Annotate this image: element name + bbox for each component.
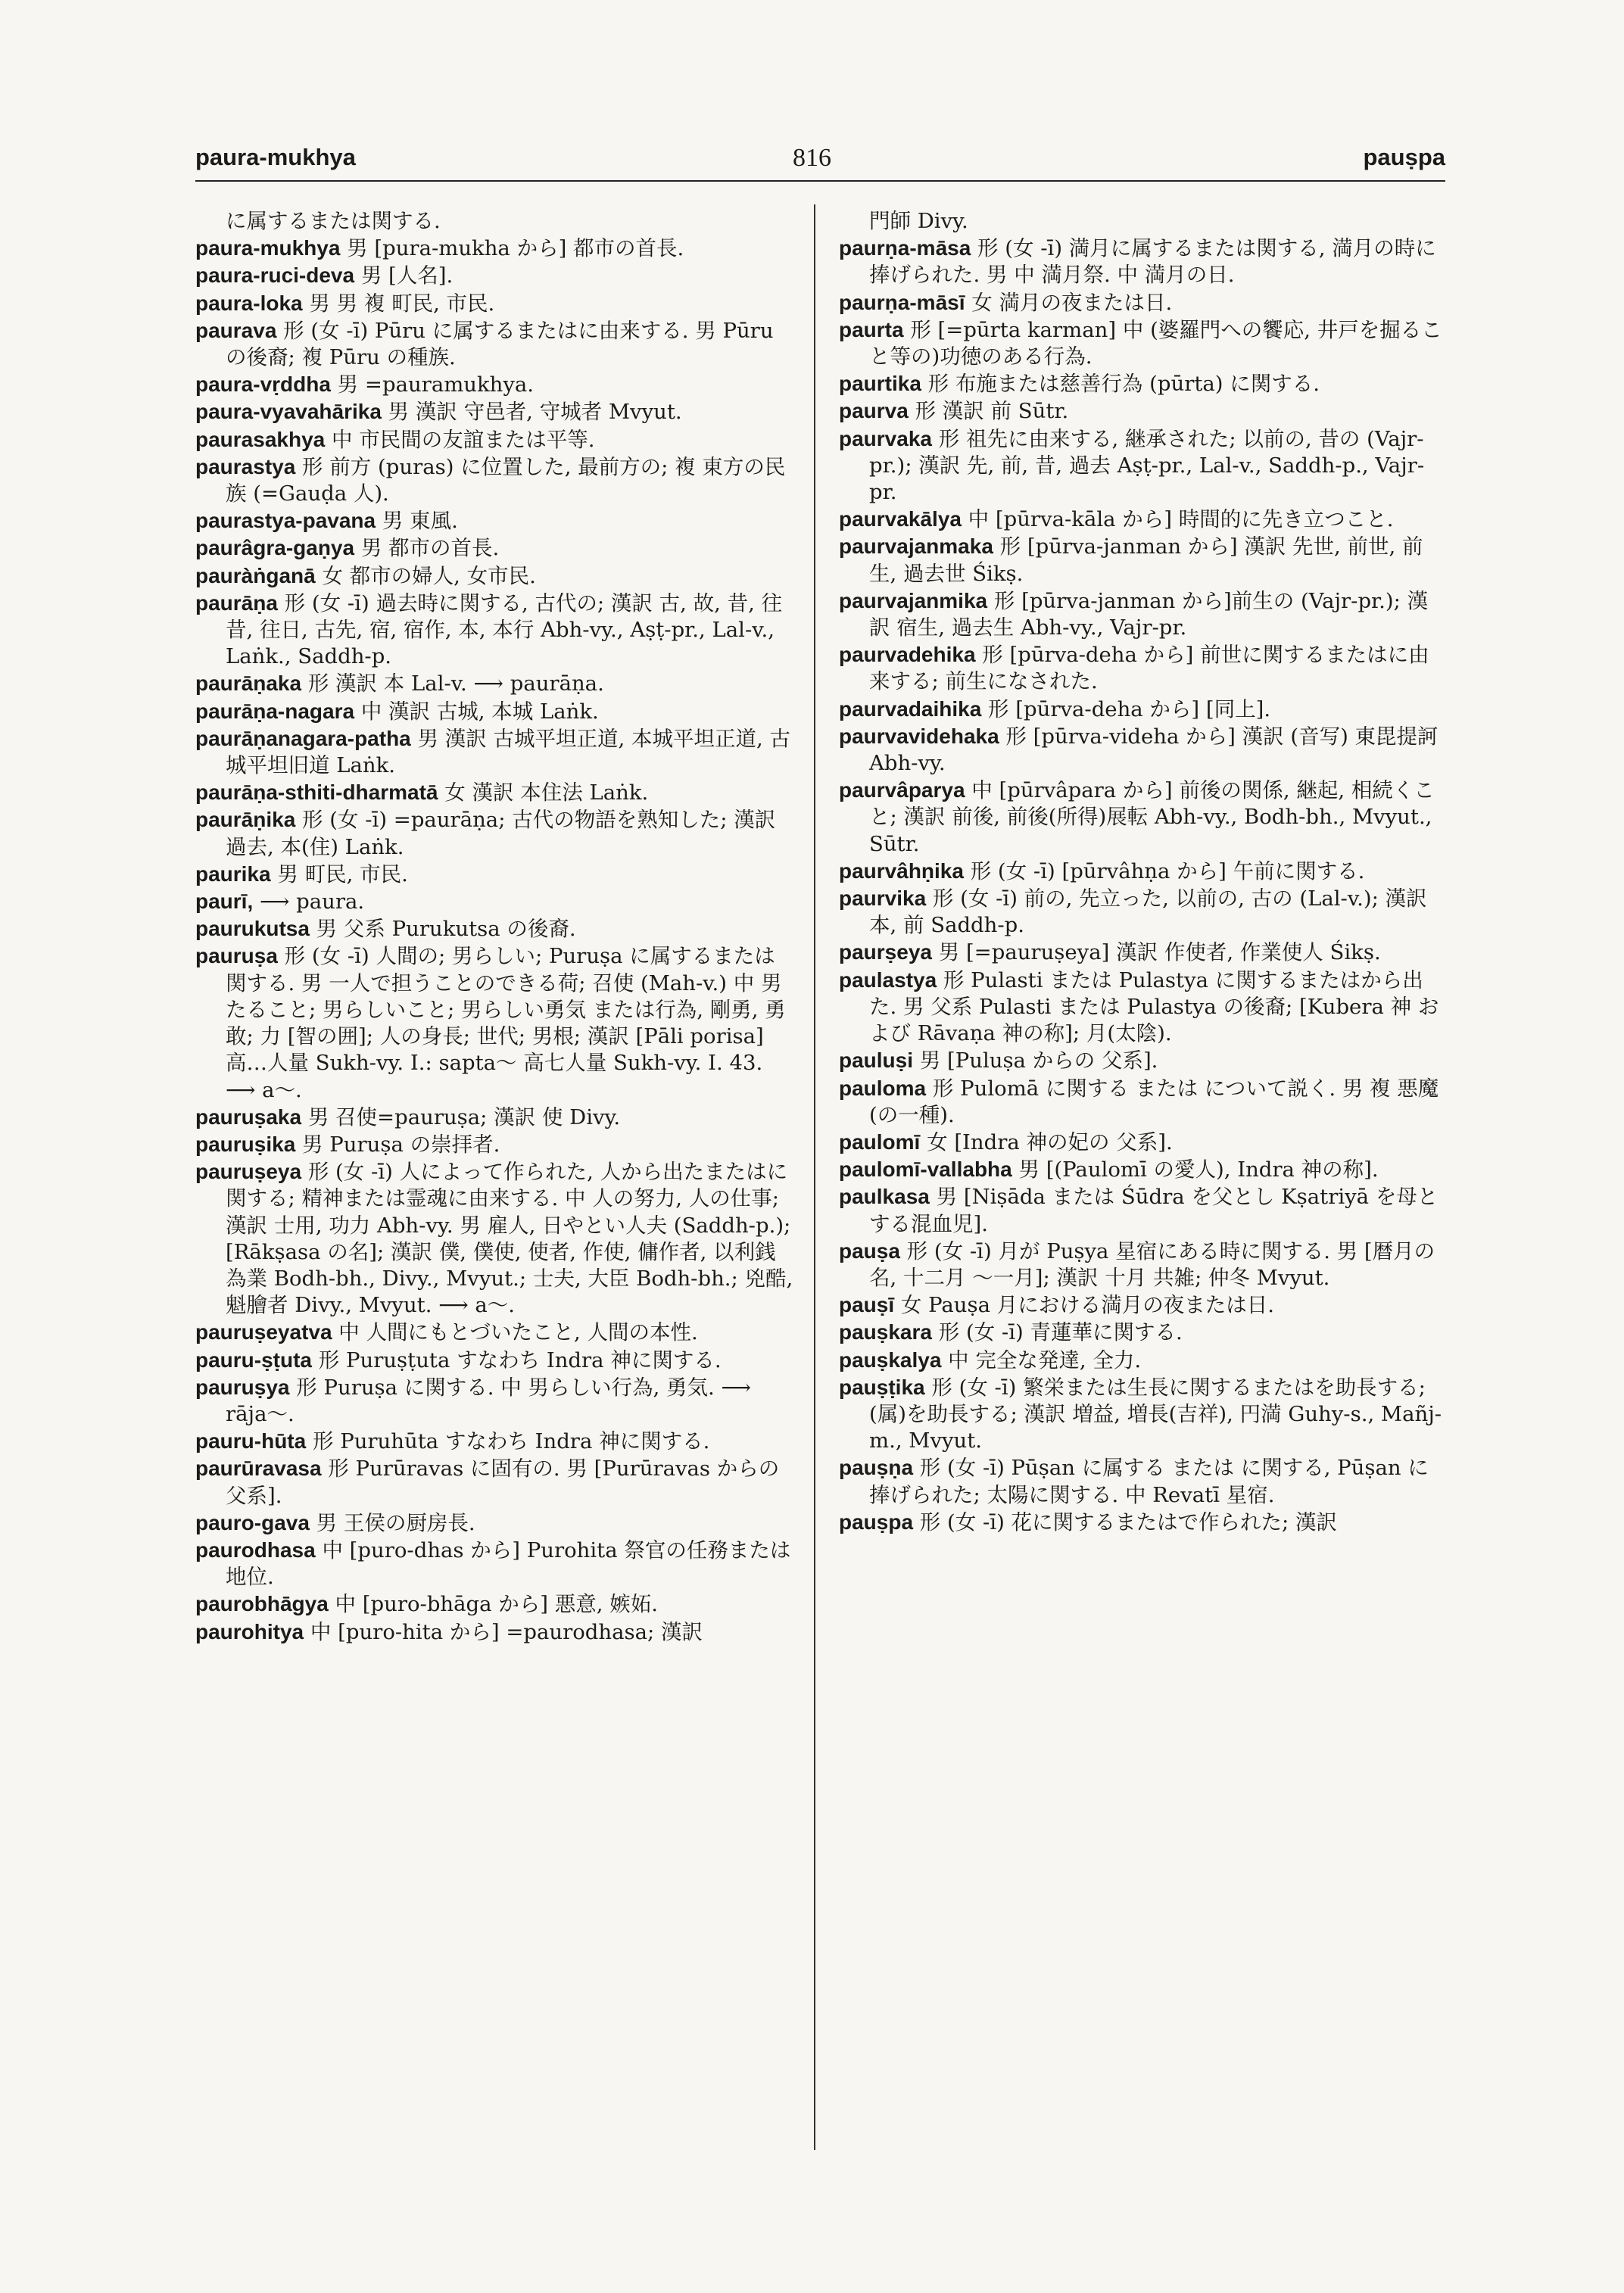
entry-definition: 男 [人名]. <box>354 263 454 288</box>
entry-definition: 形 [pūrva-deha から] [同上]. <box>981 696 1271 721</box>
entry-definition: 形 (女 -ī) 満月に属するまたは関する, 満月の時に捧げられた. 男 中 満月祭. 中 満月の日. <box>869 236 1436 288</box>
entry-headword: paura-vṛddha <box>195 372 331 397</box>
entry-headword: pauruṣya <box>195 1375 290 1399</box>
dictionary-entry <box>839 1156 1445 1183</box>
dictionary-entry <box>839 235 1445 288</box>
entry-headword: paurvaka <box>839 426 932 450</box>
entry-headword: pauṣkara <box>839 1320 932 1344</box>
entry-headword: pauro-gava <box>195 1510 310 1534</box>
entry-headword: paurvâhṇika <box>839 858 964 883</box>
column-divider <box>814 204 815 2150</box>
dictionary-entry <box>195 1537 793 1590</box>
entry-headword: paurvajanmaka <box>839 534 993 559</box>
dictionary-entry <box>195 590 793 671</box>
entry-definition: 形 (女 -ī) Pūru に属するまたはに由来する. 男 Pūru の後裔; 複 Pūru の種族. <box>226 318 774 370</box>
entry-definition: 男 王侯の厨房長. <box>309 1510 475 1535</box>
entry-definition: 中 市民間の友誼または平等. <box>325 427 595 452</box>
entry-definition: 形 Purūravas に固有の. 男 [Purūravas からの 父系]. <box>226 1456 780 1508</box>
entry-definition: 中 [puro-hita から] =paurodhasa; 漢訳 <box>304 1619 703 1644</box>
dictionary-entry <box>839 885 1445 939</box>
entry-definition: 形 (女 -ī) 人間の; 男らしい; Puruṣa に属するまたは関する. 男 一人で担うことのできる荷; 召使 (Mah-v.) 中 男たること; 男らしいこと; 男らしい勇気 または行為, 剛勇, 勇敢; 力 [智の囲]; 人の身長; 世代; 男根; 漢訳 [Pāli porisa] 高…人量 Sukh-vy. I.: sapta～ 高七人量 Sukh-vy. I. 43. ⟶ a～. <box>226 944 786 1102</box>
right-column <box>839 208 1445 1536</box>
entry-definition: 男 召使=pauruṣa; 漢訳 使 Divy. <box>301 1104 621 1129</box>
dictionary-entry <box>195 1347 793 1374</box>
entry-headword: paurṇa-māsa <box>839 236 971 260</box>
entry-definition: 形 Pulasti または Pulastya に関するまたはから出た. 男 父系 Pulasti または Pulastya の後裔; [Kubera 神 および Rāvaṇa 神の称]; 月(太陰). <box>869 967 1439 1046</box>
entry-headword: paura-ruci-deva <box>195 263 355 288</box>
entry-definition: 中 [pūrvâpara から] 前後の関係, 継起, 相続くこと; 漢訳 前後, 前後(所得)展転 Abh-vy., Bodh-bh., Mvyut., Sūtr. <box>869 778 1435 856</box>
entry-headword: paurāṇa-nagara <box>195 699 355 723</box>
entry-headword: paulomī-vallabha <box>839 1157 1012 1182</box>
dictionary-entry <box>839 1047 1445 1074</box>
entry-headword: paurāṇanagara-patha <box>195 726 411 750</box>
entry-definition: 中 [puro-dhas から] Purohita 祭官の任務または地位. <box>226 1537 791 1590</box>
dictionary-entry <box>839 587 1445 641</box>
dictionary-entry <box>839 397 1445 425</box>
entry-definition: 中 完全な発達, 全力. <box>941 1347 1142 1372</box>
entry-definition: 形 布施または慈善行為 (pūrta) に関する. <box>921 372 1320 397</box>
page-number: 816 <box>793 144 831 172</box>
dictionary-entry <box>839 641 1445 695</box>
entry-definition: 男 [(Paulomī の愛人), Indra 神の称]. <box>1011 1157 1379 1182</box>
entry-definition: に属するまたは関する. <box>226 209 441 233</box>
entry-definition: 形 (女 -ī) 過去時に関する, 古代の; 漢訳 古, 故, 昔, 往昔, 往日, 古先, 宿, 宿作, 本, 本行 Abh-vy., Aṣṭ-pr., Lal-v., Laṅk., Saddh-p. <box>226 590 783 669</box>
entry-definition: 形 (女 -ī) 繁栄または生長に関するまたはを助長する; (属)を助長する; 漢訳 増益, 増長(吉祥), 円満 Guhy-s., Mañj-m., Mvyut. <box>869 1375 1442 1453</box>
entry-headword: paurūravasa <box>195 1456 322 1481</box>
entry-definition: 中 [pūrva-kāla から] 時間的に先き立つこと. <box>961 507 1394 532</box>
dictionary-entry <box>195 290 793 317</box>
entry-headword: paura-mukhya <box>195 236 341 260</box>
entry-headword: paurāṇa <box>195 590 278 615</box>
entry-definition: 形 [pūrva-janman から]前生の (Vajr-pr.); 漢訳 宿生, 過去生 Abh-vy., Vajr-pr. <box>869 588 1429 640</box>
entry-headword: paurvadaihika <box>839 696 982 721</box>
entry-headword: pauṣpa <box>839 1509 914 1534</box>
entry-definition: 形 漢訳 本 Lal-v. ⟶ paurāṇa. <box>301 671 604 696</box>
entry-headword: paurāṇika <box>195 808 296 832</box>
dictionary-entry <box>195 534 793 562</box>
dictionary-entry <box>195 1131 793 1158</box>
dictionary-entry <box>195 1455 793 1509</box>
entry-headword: paurvavidehaka <box>839 724 999 748</box>
dictionary-entry <box>839 1075 1445 1129</box>
dictionary-entry <box>195 888 793 915</box>
entry-headword: paurika <box>195 861 271 886</box>
dictionary-entry <box>839 316 1445 370</box>
entry-definition: 女 Pauṣa 月における満月の夜または日. <box>894 1293 1274 1318</box>
entry-definition: 形 (女 -ī) [pūrvâhṇa から] 午前に関する. <box>963 858 1365 883</box>
entry-definition: 女 満月の夜または日. <box>965 290 1173 315</box>
entry-definition: 形 (女 -ī) 青蓮華に関する. <box>931 1320 1183 1345</box>
entry-headword: paulomī <box>839 1129 921 1154</box>
entry-headword: paulastya <box>839 967 937 992</box>
dictionary-entry <box>839 1291 1445 1319</box>
dictionary-entry <box>839 967 1445 1048</box>
entry-definition: ⟶ paura. <box>253 889 365 914</box>
entry-definition: 女 都市の婦人, 女市民. <box>315 563 536 588</box>
dictionary-entry <box>195 1590 793 1618</box>
entry-headword: paurtika <box>839 372 921 396</box>
dictionary-entry <box>839 1374 1445 1455</box>
entry-headword: paurvakālya <box>839 507 962 531</box>
dictionary-entry <box>839 1347 1445 1374</box>
entry-headword: paurāṇaka <box>195 671 302 696</box>
entry-definition: 形 Pulomā に関する または について説く. 男 複 悪魔(の一種). <box>869 1076 1439 1127</box>
entry-definition: 男 [pura-mukha から] 都市の首長. <box>340 236 684 261</box>
entry-headword: pauruṣa <box>195 944 278 968</box>
dictionary-entry <box>839 1319 1445 1346</box>
dictionary-entry <box>195 1104 793 1131</box>
dictionary-entry <box>195 915 793 942</box>
entry-headword: pauruṣeyatva <box>195 1320 332 1344</box>
dictionary-entry <box>195 725 793 779</box>
entry-headword: pauloma <box>839 1076 927 1100</box>
entry-definition: 中 漢訳 古城, 本城 Laṅk. <box>354 699 599 724</box>
entry-headword: pauruṣaka <box>195 1104 302 1129</box>
entry-headword: pauru-ṣṭuta <box>195 1347 312 1372</box>
dictionary-entry <box>195 507 793 534</box>
entry-headword: paurukutsa <box>195 917 310 941</box>
dictionary-entry <box>839 777 1445 858</box>
dictionary-entry <box>839 1509 1445 1536</box>
entry-headword: paurī, <box>195 889 254 914</box>
entry-definition: 形 Puruṣa に関する. 中 男らしい行為, 勇気. ⟶ rāja～. <box>226 1375 751 1426</box>
dictionary-entry <box>839 1454 1445 1508</box>
entry-headword: paura-vyavahārika <box>195 400 382 424</box>
entry-headword: pauṣṭika <box>839 1375 925 1399</box>
dictionary-entry <box>195 698 793 725</box>
entry-definition: 形 漢訳 前 Sūtr. <box>908 399 1069 424</box>
entry-definition: 形 [=pūrta karman] 中 (婆羅門への饗応, 井戸を掘ること等の)功徳のある行為. <box>869 317 1442 369</box>
entry-headword: paurṣeya <box>839 940 932 964</box>
dictionary-entry <box>839 1183 1445 1237</box>
entry-definition: 形 (女 -ī) 前の, 先立った, 以前の, 古の (Lal-v.); 漢訳 本, 前 Saddh-p. <box>869 886 1427 938</box>
header-rule <box>195 180 1445 182</box>
dictionary-entry <box>839 533 1445 587</box>
dictionary-entry <box>195 1374 793 1428</box>
entry-definition: 男 都市の首長. <box>354 536 500 561</box>
dictionary-entry <box>195 426 793 453</box>
dictionary-entry <box>195 371 793 398</box>
running-head-right: pauṣpa <box>1363 144 1445 170</box>
entry-headword: pauràṅganā <box>195 563 316 587</box>
dictionary-entry <box>839 208 1445 235</box>
entry-definition: 男 漢訳 守邑者, 守城者 Mvyut. <box>381 400 682 425</box>
dictionary-entry <box>839 1238 1445 1291</box>
entry-definition: 男 [Puluṣa からの 父系]. <box>913 1048 1158 1073</box>
entry-definition: 女 [Indra 神の妃の 父系]. <box>920 1129 1173 1154</box>
entry-definition: 形 (女 -ī) 人によって作られた, 人から出たまたはに関する; 精神または霊魂に由来する. 中 人の努力, 人の仕事; 漢訳 士用, 功力 Abh-vy. 男 雇人, 日やとい人夫 (Saddh-p.); [Rākṣasa の名]; 漢訳 僕, 僕使, 使者, 作使, 傭作者, 以利銭為業 Bodh-bh., Divy., Mvyut.; 士夫, 大臣 Bodh-bh.; 兇酷, 魁膾者 Divy., Mvyut. ⟶ a～. <box>226 1160 793 1318</box>
dictionary-entry <box>195 453 793 507</box>
dictionary-entry <box>195 779 793 806</box>
entry-headword: pauṣa <box>839 1238 900 1263</box>
entry-headword: paulkasa <box>839 1185 930 1209</box>
dictionary-entry <box>195 942 793 1103</box>
entry-headword: paurava <box>195 318 277 342</box>
entry-definition: 形 (女 -ī) 花に関するまたはで作られた; 漢訳 <box>913 1509 1338 1534</box>
entry-definition: 形 [pūrva-videha から] 漢訳 (音写) 東毘提訶 Abh-vy. <box>869 724 1439 776</box>
entry-definition: 男 Puruṣa の崇拝者. <box>295 1132 500 1157</box>
entry-headword: pauruṣika <box>195 1132 296 1156</box>
entry-definition: 形 (女 -ī) =paurāṇa; 古代の物語を熟知した; 漢訳 過去, 本(住) Laṅk. <box>226 808 776 859</box>
entry-headword: paurodhasa <box>195 1537 316 1562</box>
entry-definition: 形 Puruṣṭuta すなわち Indra 神に関する. <box>312 1347 722 1372</box>
dictionary-entry <box>195 562 793 590</box>
entry-headword: paurva <box>839 399 909 423</box>
entry-headword: paurastya <box>195 454 296 478</box>
entry-headword: paurastya-pavana <box>195 509 376 533</box>
entry-headword: paurvajanmika <box>839 588 988 612</box>
entry-headword: pauluṣi <box>839 1048 914 1073</box>
dictionary-entry <box>839 289 1445 316</box>
dictionary-entry <box>839 506 1445 533</box>
entry-definition: 男 男 複 町民, 市民. <box>302 291 495 316</box>
dictionary-entry <box>195 317 793 371</box>
dictionary-entry <box>839 723 1445 777</box>
dictionary-entry <box>195 262 793 289</box>
entry-headword: paurta <box>839 317 904 341</box>
entry-headword: paurṇa-māsī <box>839 290 965 314</box>
entry-headword: paurvâparya <box>839 778 965 802</box>
entry-definition: 形 (女 -ī) Pūṣan に属する または に関する, Pūṣan に捧げられた; 太陽に関する. 中 Revatī 星宿. <box>869 1456 1429 1507</box>
dictionary-entry <box>195 235 793 262</box>
entry-definition: 男 漢訳 古城平坦正道, 本城平坦正道, 古城平坦旧道 Laṅk. <box>226 726 790 778</box>
entry-definition: 中 [puro-bhāga から] 悪意, 嫉妬. <box>328 1592 658 1617</box>
dictionary-entry <box>195 670 793 697</box>
entry-definition: 男 [=pauruṣeya] 漢訳 作使者, 作業使人 Śikṣ. <box>931 940 1381 965</box>
entry-headword: paurvadehika <box>839 643 976 667</box>
entry-headword: paurāṇa-sthiti-dharmatā <box>195 780 438 805</box>
dictionary-entry <box>195 1319 793 1346</box>
left-column <box>195 208 793 1646</box>
entry-headword: paurobhāgya <box>195 1592 329 1616</box>
entry-definition: 男 [Niṣāda または Śūdra を父とし Kṣatriyā を母とする混血児]. <box>869 1185 1439 1236</box>
dictionary-entry <box>195 1158 793 1319</box>
entry-definition: 形 [pūrva-janman から] 漢訳 先世, 前世, 前生, 過去世 Śikṣ. <box>869 534 1423 586</box>
dictionary-entry <box>839 939 1445 966</box>
dictionary-entry <box>839 858 1445 885</box>
entry-definition: 男 父系 Purukutsa の後裔. <box>309 917 576 942</box>
entry-definition: 男 東風. <box>376 509 458 534</box>
entry-headword: pauruṣeya <box>195 1160 302 1184</box>
entry-headword: pauru-hūta <box>195 1429 307 1453</box>
entry-definition: 形 前方 (puras) に位置した, 最前方の; 複 東方の民族 (=Gauḍa 人). <box>226 454 786 506</box>
entry-definition: 形 (女 -ī) 月が Puṣya 星宿にある時に関する. 男 [暦月の名, 十二月 ～一月]; 漢訳 十月 共雑; 仲冬 Mvyut. <box>869 1238 1435 1290</box>
dictionary-entry <box>195 1618 793 1646</box>
dictionary-entry <box>195 806 793 860</box>
entry-definition: 形 祖先に由来する, 継承された; 以前の, 昔の (Vajr-pr.); 漢訳 先, 前, 昔, 過去 Aṣṭ-pr., Lal-v., Saddh-p., Vajr-pr. <box>869 426 1425 505</box>
entry-headword: paurvika <box>839 886 927 911</box>
dictionary-entry <box>195 398 793 425</box>
entry-definition: 男 町民, 市民. <box>270 861 408 886</box>
entry-headword: paurâgra-gaṇya <box>195 536 355 560</box>
entry-headword: pauṣkalya <box>839 1347 942 1372</box>
dictionary-entry <box>195 1428 793 1455</box>
entry-definition: 形 Puruhūta すなわち Indra 神に関する. <box>306 1429 710 1454</box>
entry-headword: pauṣī <box>839 1293 895 1317</box>
entry-definition: 女 漢訳 本住法 Laṅk. <box>438 780 649 805</box>
dictionary-entry <box>839 370 1445 397</box>
entry-headword: pauṣṇa <box>839 1456 914 1480</box>
dictionary-entry <box>195 861 793 888</box>
dictionary-entry <box>839 425 1445 506</box>
entry-definition: 形 [pūrva-deha から] 前世に関するまたはに由来する; 前生になされた. <box>869 643 1429 694</box>
entry-definition: 男 =pauramukhya. <box>330 372 535 397</box>
entry-headword: paura-loka <box>195 291 303 315</box>
dictionary-entry <box>195 208 793 235</box>
entry-headword: paurohitya <box>195 1619 304 1643</box>
entry-headword: paurasakhya <box>195 427 326 451</box>
entry-definition: 中 人間にもとづいたこと, 人間の本性. <box>332 1320 698 1345</box>
running-head-left: paura-mukhya <box>195 144 356 170</box>
dictionary-entry <box>839 1129 1445 1156</box>
entry-definition: 門師 Divy. <box>869 209 968 233</box>
dictionary-entry <box>839 696 1445 723</box>
dictionary-entry <box>195 1509 793 1537</box>
